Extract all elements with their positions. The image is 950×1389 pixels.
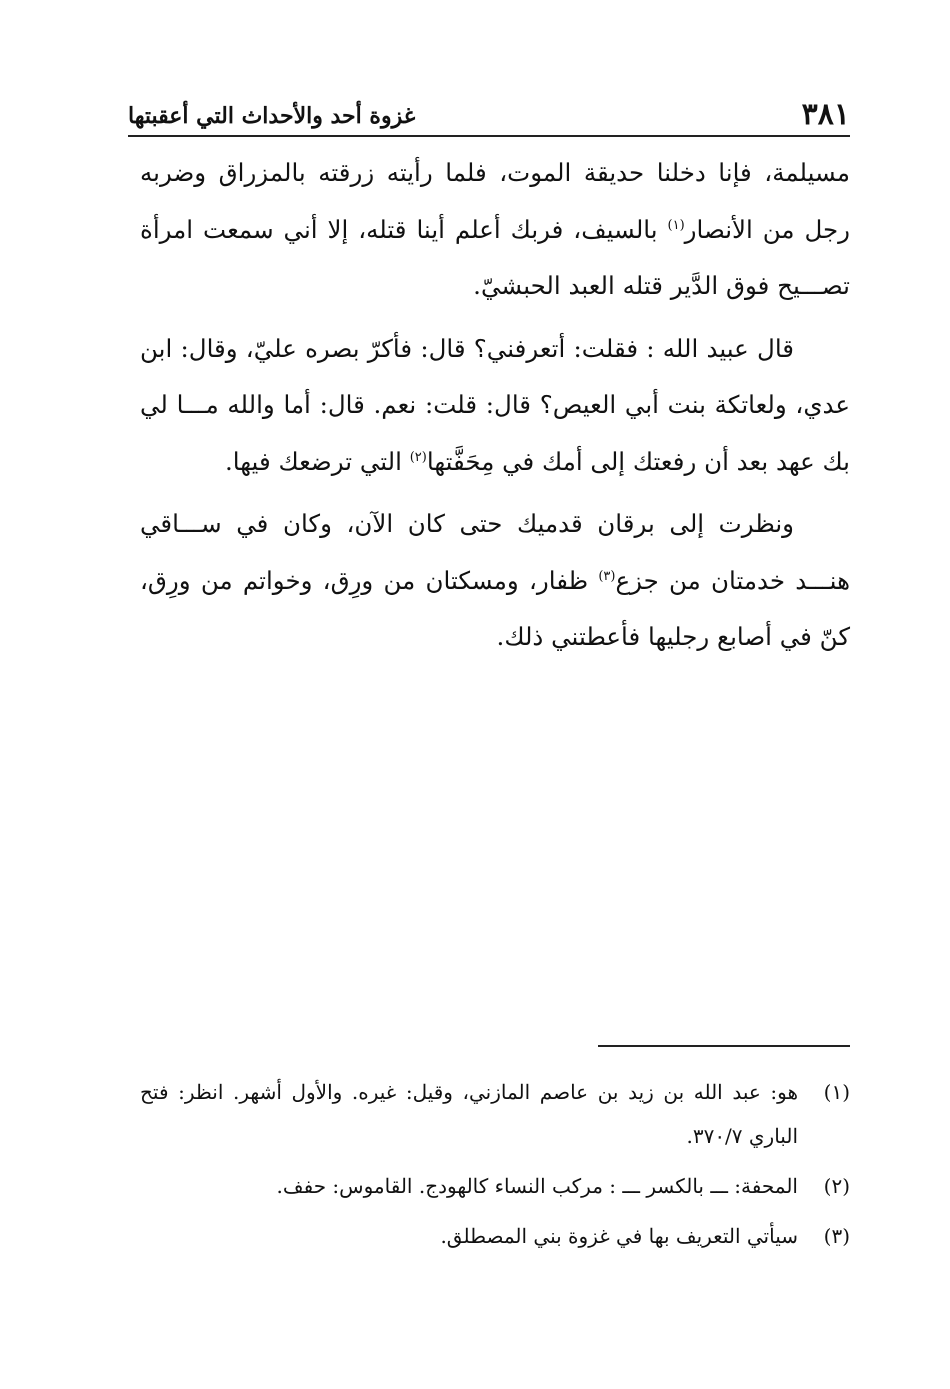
- footnote-3: [140, 1214, 850, 1258]
- paragraph-2: [140, 321, 850, 491]
- footnote-ref-3: (٣): [598, 568, 616, 584]
- paragraph-text: بالسيف، فربك أعلم أينا قتله، إلا أني سمعت امرأة تصـــيح فوق الدَّير قتله العبد الحبشيّ.: [140, 214, 850, 300]
- paragraph-text: ونظرت إلى برقان قدميك حتى كان الآن، وكان في ســـاقي هنـــد خدمتان من جزع: [140, 509, 850, 595]
- footnote-separator: [598, 1045, 850, 1047]
- paragraph-text: التي ترضعك فيها.: [225, 446, 410, 476]
- footnotes: [140, 1070, 850, 1264]
- paragraph-text: مسيلمة، فإنا دخلنا حديقة الموت، فلما رأيته زرقته بالمزراق وضربه رجل من الأنصار: [140, 158, 851, 244]
- footnote-number: (٣): [823, 1224, 850, 1248]
- footnote-text: هو: عبد الله بن زيد بن عاصم المازني، وقيل: غيره. والأول أشهر. انظر: فتح الباري ٣٧٠/٧.: [140, 1080, 798, 1148]
- page-header: [128, 95, 850, 137]
- footnote-1: [140, 1070, 850, 1158]
- page-number: ٣٨١: [801, 97, 850, 132]
- footnote-number: (١): [823, 1080, 850, 1104]
- footnote-2: [140, 1164, 850, 1208]
- footnote-number: (٢): [823, 1174, 850, 1198]
- footnote-text: المحفة: ـــ بالكسر ـــ : مركب النساء كالهودج. القاموس: حفف.: [276, 1174, 798, 1198]
- footnote-ref-1: (١): [667, 217, 685, 233]
- footnote-text: سيأتي التعريف بها في غزوة بني المصطلق.: [440, 1224, 798, 1248]
- footnote-ref-2: (٢): [409, 449, 427, 465]
- paragraph-1: [140, 145, 850, 315]
- paragraph-text: قال عبيد الله : فقلت: أتعرفني؟ قال: فأكرّ بصره عليّ، وقال: ابن عدي، ولعاتكة بنت أبي العيص؟ قال: قلت: نعم. قال: أما والله مـــا لي بك عهد بعد أن رفعتك إلى أمك في مِحَفَّتها: [140, 333, 850, 476]
- running-title: غزوة أحد والأحداث التي أعقبتها: [128, 103, 416, 129]
- paragraph-3: [140, 496, 850, 666]
- paragraph-text: ظفار، ومسكتان من ورِق، وخواتم من ورِق، كنّ في أصابع رجليها فأعطتني ذلك.: [140, 565, 850, 651]
- main-text: [140, 145, 850, 672]
